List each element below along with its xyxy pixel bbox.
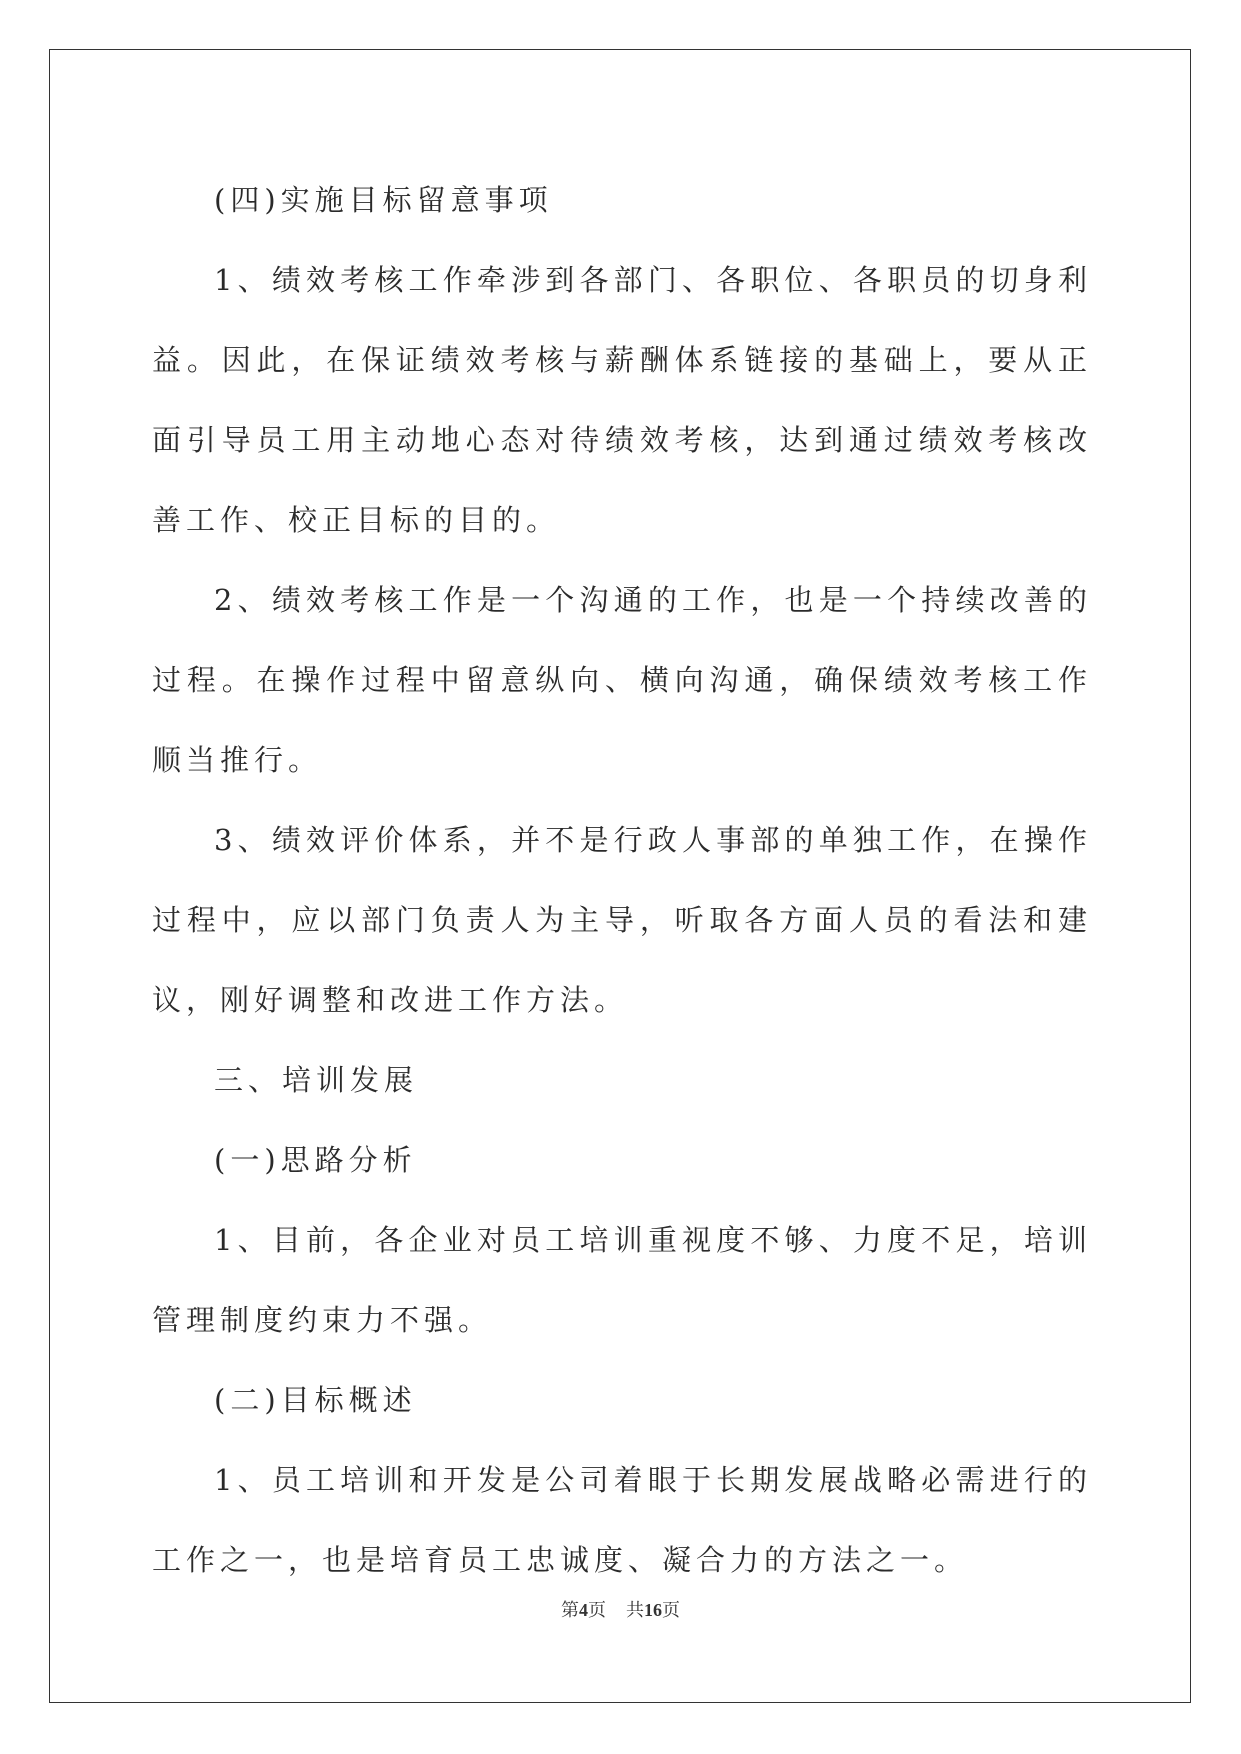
subheading-analysis: (一)思路分析 — [214, 1143, 417, 1177]
section-heading-training: 三、培训发展 — [214, 1063, 419, 1097]
page-suffix: 页 — [588, 1600, 606, 1621]
subheading-objective-overview: (二)目标概述 — [214, 1383, 417, 1417]
total-prefix: 共 — [626, 1600, 644, 1621]
paragraph-objective-1: 1、员工培训和开发是公司着眼于长期发展战略必需进行的工作之一，也是培育员工忠诚度、凝合力的方法之一。 — [152, 1463, 1092, 1577]
paragraph-analysis-1: 1、目前，各企业对员工培训重视度不够、力度不足，培训管理制度约束力不强。 — [152, 1223, 1092, 1337]
total-suffix: 页 — [662, 1600, 680, 1621]
page-prefix: 第 — [561, 1600, 579, 1621]
page-number: 4 — [579, 1600, 588, 1620]
document-body — [152, 160, 1092, 1600]
page-footer — [0, 1598, 1241, 1623]
section-heading-implementation-notes: (四)实施目标留意事项 — [214, 183, 553, 217]
paragraph-note-3: 3、绩效评价体系，并不是行政人事部的单独工作，在操作过程中，应以部门负责人为主导，听取各方面人员的看法和建议，刚好调整和改进工作方法。 — [152, 823, 1092, 1017]
paragraph-note-1: 1、绩效考核工作牵涉到各部门、各职位、各职员的切身利益。因此，在保证绩效考核与薪酬体系链接的基础上，要从正面引导员工用主动地心态对待绩效考核，达到通过绩效考核改善工作、校正目标的目的。 — [152, 263, 1092, 537]
total-pages: 16 — [644, 1600, 662, 1620]
paragraph-note-2: 2、绩效考核工作是一个沟通的工作，也是一个持续改善的过程。在操作过程中留意纵向、横向沟通，确保绩效考核工作顺当推行。 — [152, 583, 1092, 777]
